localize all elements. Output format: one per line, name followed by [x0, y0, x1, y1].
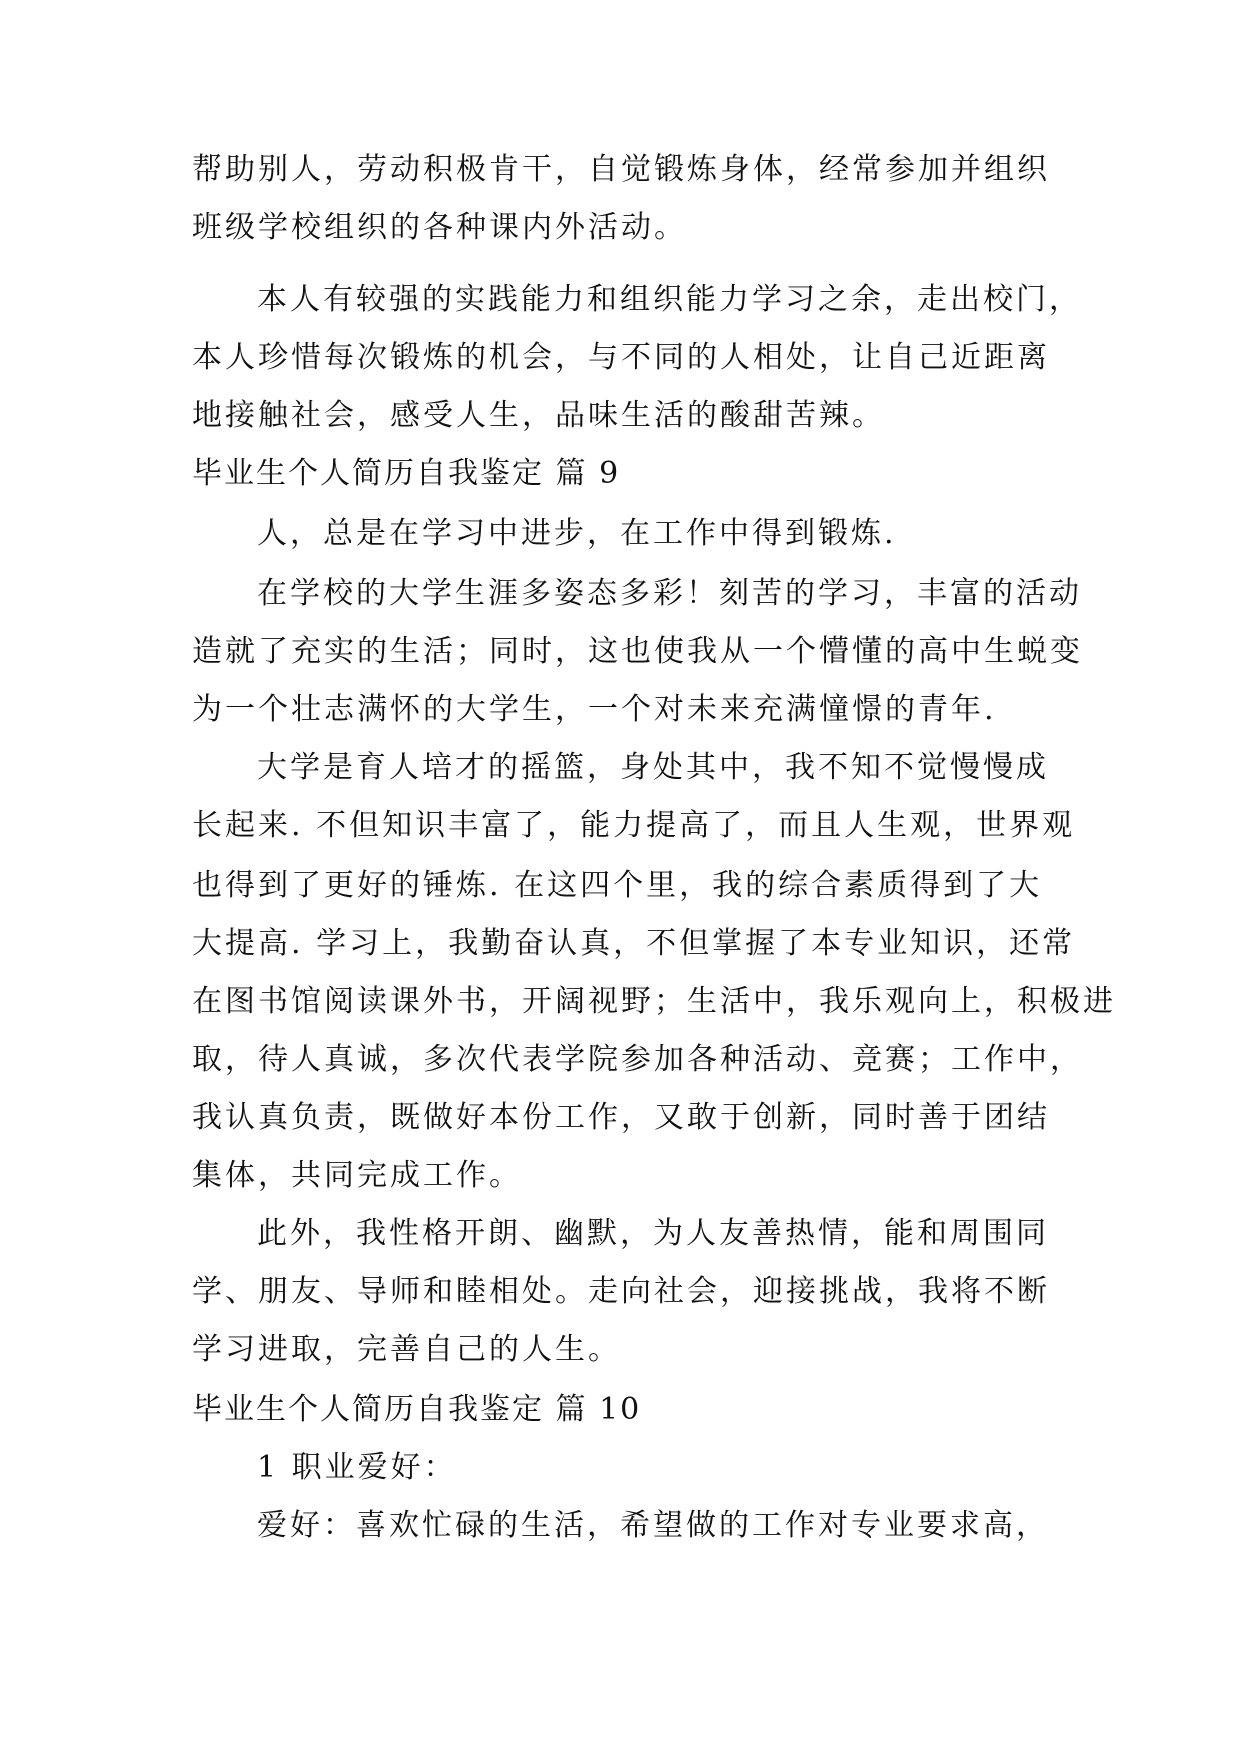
- paragraph-line: 1 职业爱好：: [257, 1450, 457, 1485]
- paragraph-line: 本人珍惜每次锻炼的机会，与不同的人相处，让自己近距离: [192, 340, 1050, 375]
- paragraph-line: 为一个壮志满怀的大学生，一个对未来充满憧憬的青年.: [192, 692, 997, 727]
- paragraph-line: 我认真负责，既做好本份工作，又敢于创新，同时善于团结: [192, 1100, 1050, 1135]
- paragraph-line: 集体，共同完成工作。: [192, 1158, 522, 1193]
- paragraph-line: 长起来. 不但知识丰富了，能力提高了，而且人生观，世界观: [192, 808, 1076, 843]
- paragraph-line: 取，待人真诚，多次代表学院参加各种活动、竞赛；工作中，: [192, 1042, 1083, 1077]
- paragraph-line: 学、朋友、导师和睦相处。走向社会，迎接挑战，我将不断: [192, 1274, 1050, 1309]
- section-heading: 毕业生个人简历自我鉴定 篇 9: [192, 456, 621, 491]
- paragraph-line: 地接触社会，感受人生，品味生活的酸甜苦辣。: [192, 398, 885, 433]
- paragraph-line: 大提高. 学习上，我勤奋认真，不但掌握了本专业知识，还常: [192, 926, 1076, 961]
- paragraph-line: 本人有较强的实践能力和组织能力学习之余，走出校门，: [257, 282, 1082, 317]
- paragraph-line: 在图书馆阅读课外书，开阔视野；生活中，我乐观向上，积极进: [192, 984, 1116, 1019]
- paragraph-line: 造就了充实的生活；同时，这也使我从一个懵懂的高中生蜕变: [192, 634, 1083, 669]
- section-heading: 毕业生个人简历自我鉴定 篇 10: [192, 1392, 642, 1427]
- paragraph-line: 在学校的大学生涯多姿态多彩！刻苦的学习，丰富的活动: [257, 576, 1082, 611]
- paragraph-line: 帮助别人，劳动积极肯干，自觉锻炼身体，经常参加并组织: [192, 152, 1050, 187]
- paragraph-line: 班级学校组织的各种课内外活动。: [192, 210, 687, 245]
- paragraph-line: 人，总是在学习中进步，在工作中得到锻炼.: [257, 516, 897, 551]
- paragraph-line: 也得到了更好的锤炼. 在这四个里，我的综合素质得到了大: [192, 868, 1043, 903]
- paragraph-line: 爱好：喜欢忙碌的生活，希望做的工作对专业要求高，: [257, 1508, 1049, 1543]
- paragraph-line: 大学是育人培才的摇篮，身处其中，我不知不觉慢慢成: [257, 750, 1049, 785]
- paragraph-line: 此外，我性格开朗、幽默，为人友善热情，能和周围同: [257, 1216, 1049, 1251]
- paragraph-line: 学习进取，完善自己的人生。: [192, 1332, 621, 1367]
